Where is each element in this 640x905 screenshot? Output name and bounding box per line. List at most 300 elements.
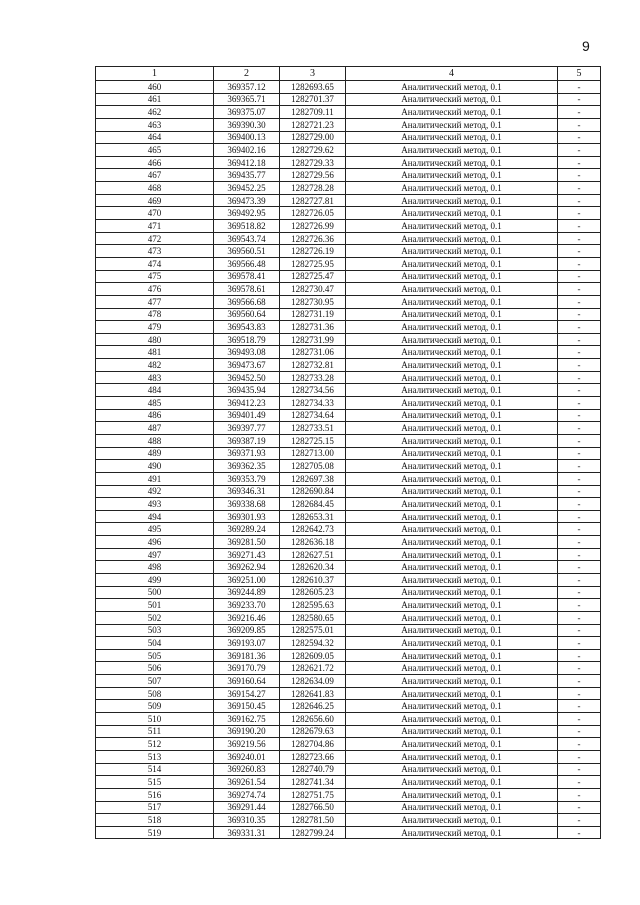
table-row	[96, 611, 601, 624]
note-cell: -	[558, 561, 601, 574]
point-number-cell: 501	[96, 599, 214, 612]
y-coordinate-cell: 1282751.75	[280, 788, 346, 801]
table-row	[96, 434, 601, 447]
note-cell: -	[558, 321, 601, 334]
point-number-cell: 463	[96, 118, 214, 131]
note-cell: -	[558, 295, 601, 308]
note-cell: -	[558, 194, 601, 207]
table-row	[96, 700, 601, 713]
table-row	[96, 182, 601, 195]
y-coordinate-cell: 1282729.33	[280, 156, 346, 169]
method-cell: Аналитический метод, 0.1	[346, 814, 558, 827]
point-number-cell: 497	[96, 548, 214, 561]
y-coordinate-cell: 1282642.73	[280, 523, 346, 536]
point-number-cell: 492	[96, 485, 214, 498]
x-coordinate-cell: 369216.46	[214, 611, 280, 624]
point-number-cell: 483	[96, 371, 214, 384]
point-number-cell: 480	[96, 333, 214, 346]
header-row	[96, 67, 601, 81]
point-number-cell: 504	[96, 637, 214, 650]
point-number-cell: 515	[96, 776, 214, 789]
x-coordinate-cell: 369162.75	[214, 713, 280, 726]
y-coordinate-cell: 1282733.28	[280, 371, 346, 384]
method-cell: Аналитический метод, 0.1	[346, 573, 558, 586]
y-coordinate-cell: 1282731.99	[280, 333, 346, 346]
note-cell: -	[558, 750, 601, 763]
table-header	[96, 67, 601, 81]
note-cell: -	[558, 624, 601, 637]
point-number-cell: 513	[96, 750, 214, 763]
y-coordinate-cell: 1282730.95	[280, 295, 346, 308]
point-number-cell: 514	[96, 763, 214, 776]
x-coordinate-cell: 369390.30	[214, 118, 280, 131]
method-cell: Аналитический метод, 0.1	[346, 750, 558, 763]
note-cell: -	[558, 523, 601, 536]
method-cell: Аналитический метод, 0.1	[346, 182, 558, 195]
note-cell: -	[558, 485, 601, 498]
table-row	[96, 93, 601, 106]
table-row	[96, 637, 601, 650]
note-cell: -	[558, 106, 601, 119]
table-row	[96, 333, 601, 346]
note-cell: -	[558, 81, 601, 94]
note-cell: -	[558, 422, 601, 435]
method-cell: Аналитический метод, 0.1	[346, 738, 558, 751]
table-row	[96, 460, 601, 473]
x-coordinate-cell: 369492.95	[214, 207, 280, 220]
method-cell: Аналитический метод, 0.1	[346, 131, 558, 144]
point-number-cell: 479	[96, 321, 214, 334]
y-coordinate-cell: 1282732.81	[280, 359, 346, 372]
table-row	[96, 573, 601, 586]
method-cell: Аналитический метод, 0.1	[346, 675, 558, 688]
x-coordinate-cell: 369435.77	[214, 169, 280, 182]
method-cell: Аналитический метод, 0.1	[346, 283, 558, 296]
method-cell: Аналитический метод, 0.1	[346, 106, 558, 119]
x-coordinate-cell: 369281.50	[214, 536, 280, 549]
x-coordinate-cell: 369154.27	[214, 687, 280, 700]
note-cell: -	[558, 611, 601, 624]
note-cell: -	[558, 144, 601, 157]
table-row	[96, 118, 601, 131]
note-cell: -	[558, 283, 601, 296]
point-number-cell: 507	[96, 675, 214, 688]
note-cell: -	[558, 245, 601, 258]
y-coordinate-cell: 1282731.06	[280, 346, 346, 359]
table-row	[96, 485, 601, 498]
x-coordinate-cell: 369435.94	[214, 384, 280, 397]
header-col-4: 4	[346, 67, 558, 81]
method-cell: Аналитический метод, 0.1	[346, 826, 558, 839]
table-row	[96, 624, 601, 637]
table-row	[96, 649, 601, 662]
note-cell: -	[558, 637, 601, 650]
y-coordinate-cell: 1282653.31	[280, 510, 346, 523]
point-number-cell: 464	[96, 131, 214, 144]
y-coordinate-cell: 1282609.05	[280, 649, 346, 662]
point-number-cell: 482	[96, 359, 214, 372]
x-coordinate-cell: 369301.93	[214, 510, 280, 523]
point-number-cell: 499	[96, 573, 214, 586]
point-number-cell: 474	[96, 257, 214, 270]
point-number-cell: 517	[96, 801, 214, 814]
note-cell: -	[558, 700, 601, 713]
point-number-cell: 473	[96, 245, 214, 258]
y-coordinate-cell: 1282679.63	[280, 725, 346, 738]
method-cell: Аналитический метод, 0.1	[346, 510, 558, 523]
y-coordinate-cell: 1282690.84	[280, 485, 346, 498]
note-cell: -	[558, 662, 601, 675]
x-coordinate-cell: 369473.67	[214, 359, 280, 372]
y-coordinate-cell: 1282605.23	[280, 586, 346, 599]
note-cell: -	[558, 713, 601, 726]
table-row	[96, 81, 601, 94]
table-row	[96, 523, 601, 536]
y-coordinate-cell: 1282729.56	[280, 169, 346, 182]
point-number-cell: 503	[96, 624, 214, 637]
x-coordinate-cell: 369331.31	[214, 826, 280, 839]
y-coordinate-cell: 1282701.37	[280, 93, 346, 106]
method-cell: Аналитический метод, 0.1	[346, 472, 558, 485]
y-coordinate-cell: 1282575.01	[280, 624, 346, 637]
x-coordinate-cell: 369338.68	[214, 498, 280, 511]
method-cell: Аналитический метод, 0.1	[346, 220, 558, 233]
x-coordinate-cell: 369233.70	[214, 599, 280, 612]
point-number-cell: 460	[96, 81, 214, 94]
y-coordinate-cell: 1282641.83	[280, 687, 346, 700]
y-coordinate-cell: 1282621.72	[280, 662, 346, 675]
table-row	[96, 801, 601, 814]
point-number-cell: 485	[96, 397, 214, 410]
point-number-cell: 470	[96, 207, 214, 220]
point-number-cell: 478	[96, 308, 214, 321]
x-coordinate-cell: 369401.49	[214, 409, 280, 422]
note-cell: -	[558, 409, 601, 422]
table-row	[96, 283, 601, 296]
note-cell: -	[558, 460, 601, 473]
x-coordinate-cell: 369387.19	[214, 434, 280, 447]
note-cell: -	[558, 763, 601, 776]
method-cell: Аналитический метод, 0.1	[346, 295, 558, 308]
method-cell: Аналитический метод, 0.1	[346, 232, 558, 245]
note-cell: -	[558, 232, 601, 245]
method-cell: Аналитический метод, 0.1	[346, 586, 558, 599]
y-coordinate-cell: 1282610.37	[280, 573, 346, 586]
y-coordinate-cell: 1282636.18	[280, 536, 346, 549]
point-number-cell: 468	[96, 182, 214, 195]
x-coordinate-cell: 369518.79	[214, 333, 280, 346]
method-cell: Аналитический метод, 0.1	[346, 725, 558, 738]
method-cell: Аналитический метод, 0.1	[346, 321, 558, 334]
table-row	[96, 144, 601, 157]
method-cell: Аналитический метод, 0.1	[346, 485, 558, 498]
table-row	[96, 257, 601, 270]
y-coordinate-cell: 1282627.51	[280, 548, 346, 561]
x-coordinate-cell: 369190.20	[214, 725, 280, 738]
note-cell: -	[558, 346, 601, 359]
point-number-cell: 465	[96, 144, 214, 157]
table-row	[96, 220, 601, 233]
method-cell: Аналитический метод, 0.1	[346, 257, 558, 270]
header-col-2: 2	[214, 67, 280, 81]
note-cell: -	[558, 801, 601, 814]
table-row	[96, 536, 601, 549]
table-row	[96, 599, 601, 612]
point-number-cell: 462	[96, 106, 214, 119]
y-coordinate-cell: 1282620.34	[280, 561, 346, 574]
x-coordinate-cell: 369412.23	[214, 397, 280, 410]
point-number-cell: 496	[96, 536, 214, 549]
x-coordinate-cell: 369362.35	[214, 460, 280, 473]
note-cell: -	[558, 510, 601, 523]
point-number-cell: 510	[96, 713, 214, 726]
y-coordinate-cell: 1282734.64	[280, 409, 346, 422]
x-coordinate-cell: 369260.83	[214, 763, 280, 776]
method-cell: Аналитический метод, 0.1	[346, 169, 558, 182]
method-cell: Аналитический метод, 0.1	[346, 599, 558, 612]
point-number-cell: 511	[96, 725, 214, 738]
note-cell: -	[558, 599, 601, 612]
method-cell: Аналитический метод, 0.1	[346, 687, 558, 700]
note-cell: -	[558, 725, 601, 738]
x-coordinate-cell: 369219.56	[214, 738, 280, 751]
x-coordinate-cell: 369543.74	[214, 232, 280, 245]
y-coordinate-cell: 1282709.11	[280, 106, 346, 119]
method-cell: Аналитический метод, 0.1	[346, 118, 558, 131]
method-cell: Аналитический метод, 0.1	[346, 561, 558, 574]
y-coordinate-cell: 1282697.38	[280, 472, 346, 485]
y-coordinate-cell: 1282704.86	[280, 738, 346, 751]
table-row	[96, 725, 601, 738]
page-number: 9	[582, 38, 590, 54]
table-row	[96, 270, 601, 283]
point-number-cell: 519	[96, 826, 214, 839]
method-cell: Аналитический метод, 0.1	[346, 397, 558, 410]
method-cell: Аналитический метод, 0.1	[346, 245, 558, 258]
note-cell: -	[558, 257, 601, 270]
x-coordinate-cell: 369452.25	[214, 182, 280, 195]
table-row	[96, 675, 601, 688]
table-row	[96, 232, 601, 245]
point-number-cell: 516	[96, 788, 214, 801]
y-coordinate-cell: 1282734.33	[280, 397, 346, 410]
y-coordinate-cell: 1282725.15	[280, 434, 346, 447]
note-cell: -	[558, 308, 601, 321]
point-number-cell: 488	[96, 434, 214, 447]
point-number-cell: 498	[96, 561, 214, 574]
method-cell: Аналитический метод, 0.1	[346, 359, 558, 372]
point-number-cell: 484	[96, 384, 214, 397]
table-row	[96, 106, 601, 119]
point-number-cell: 509	[96, 700, 214, 713]
x-coordinate-cell: 369346.31	[214, 485, 280, 498]
x-coordinate-cell: 369560.51	[214, 245, 280, 258]
point-number-cell: 508	[96, 687, 214, 700]
header-col-3: 3	[280, 67, 346, 81]
x-coordinate-cell: 369240.01	[214, 750, 280, 763]
point-number-cell: 491	[96, 472, 214, 485]
y-coordinate-cell: 1282730.47	[280, 283, 346, 296]
point-number-cell: 477	[96, 295, 214, 308]
x-coordinate-cell: 369271.43	[214, 548, 280, 561]
note-cell: -	[558, 384, 601, 397]
method-cell: Аналитический метод, 0.1	[346, 346, 558, 359]
y-coordinate-cell: 1282713.00	[280, 447, 346, 460]
x-coordinate-cell: 369150.45	[214, 700, 280, 713]
point-number-cell: 489	[96, 447, 214, 460]
x-coordinate-cell: 369181.36	[214, 649, 280, 662]
table-row	[96, 207, 601, 220]
y-coordinate-cell: 1282799.24	[280, 826, 346, 839]
x-coordinate-cell: 369375.07	[214, 106, 280, 119]
y-coordinate-cell: 1282741.34	[280, 776, 346, 789]
note-cell: -	[558, 333, 601, 346]
table-row	[96, 321, 601, 334]
method-cell: Аналитический метод, 0.1	[346, 788, 558, 801]
note-cell: -	[558, 118, 601, 131]
method-cell: Аналитический метод, 0.1	[346, 801, 558, 814]
point-number-cell: 502	[96, 611, 214, 624]
note-cell: -	[558, 826, 601, 839]
note-cell: -	[558, 814, 601, 827]
x-coordinate-cell: 369365.71	[214, 93, 280, 106]
table-row	[96, 788, 601, 801]
table-row	[96, 422, 601, 435]
x-coordinate-cell: 369244.89	[214, 586, 280, 599]
x-coordinate-cell: 369209.85	[214, 624, 280, 637]
method-cell: Аналитический метод, 0.1	[346, 371, 558, 384]
y-coordinate-cell: 1282726.05	[280, 207, 346, 220]
table-row	[96, 308, 601, 321]
method-cell: Аналитический метод, 0.1	[346, 308, 558, 321]
coordinates-table	[95, 66, 601, 839]
method-cell: Аналитический метод, 0.1	[346, 611, 558, 624]
note-cell: -	[558, 536, 601, 549]
x-coordinate-cell: 369251.00	[214, 573, 280, 586]
table-body	[96, 81, 601, 839]
y-coordinate-cell: 1282725.47	[280, 270, 346, 283]
x-coordinate-cell: 369397.77	[214, 422, 280, 435]
y-coordinate-cell: 1282634.09	[280, 675, 346, 688]
method-cell: Аналитический метод, 0.1	[346, 81, 558, 94]
table-row	[96, 826, 601, 839]
table-row	[96, 738, 601, 751]
method-cell: Аналитический метод, 0.1	[346, 156, 558, 169]
x-coordinate-cell: 369473.39	[214, 194, 280, 207]
point-number-cell: 500	[96, 586, 214, 599]
table-row	[96, 156, 601, 169]
note-cell: -	[558, 371, 601, 384]
x-coordinate-cell: 369578.61	[214, 283, 280, 296]
point-number-cell: 495	[96, 523, 214, 536]
table-row	[96, 750, 601, 763]
note-cell: -	[558, 776, 601, 789]
y-coordinate-cell: 1282726.36	[280, 232, 346, 245]
x-coordinate-cell: 369566.68	[214, 295, 280, 308]
note-cell: -	[558, 548, 601, 561]
note-cell: -	[558, 738, 601, 751]
table-row	[96, 397, 601, 410]
x-coordinate-cell: 369274.74	[214, 788, 280, 801]
method-cell: Аналитический метод, 0.1	[346, 144, 558, 157]
point-number-cell: 461	[96, 93, 214, 106]
table-row	[96, 510, 601, 523]
note-cell: -	[558, 359, 601, 372]
method-cell: Аналитический метод, 0.1	[346, 434, 558, 447]
note-cell: -	[558, 447, 601, 460]
note-cell: -	[558, 649, 601, 662]
note-cell: -	[558, 93, 601, 106]
method-cell: Аналитический метод, 0.1	[346, 649, 558, 662]
note-cell: -	[558, 586, 601, 599]
x-coordinate-cell: 369353.79	[214, 472, 280, 485]
method-cell: Аналитический метод, 0.1	[346, 523, 558, 536]
method-cell: Аналитический метод, 0.1	[346, 409, 558, 422]
method-cell: Аналитический метод, 0.1	[346, 536, 558, 549]
x-coordinate-cell: 369170.79	[214, 662, 280, 675]
x-coordinate-cell: 369543.83	[214, 321, 280, 334]
x-coordinate-cell: 369560.64	[214, 308, 280, 321]
y-coordinate-cell: 1282733.51	[280, 422, 346, 435]
method-cell: Аналитический метод, 0.1	[346, 422, 558, 435]
note-cell: -	[558, 434, 601, 447]
x-coordinate-cell: 369400.13	[214, 131, 280, 144]
y-coordinate-cell: 1282729.00	[280, 131, 346, 144]
table-row	[96, 447, 601, 460]
y-coordinate-cell: 1282728.28	[280, 182, 346, 195]
x-coordinate-cell: 369261.54	[214, 776, 280, 789]
x-coordinate-cell: 369357.12	[214, 81, 280, 94]
y-coordinate-cell: 1282726.99	[280, 220, 346, 233]
method-cell: Аналитический метод, 0.1	[346, 624, 558, 637]
y-coordinate-cell: 1282721.23	[280, 118, 346, 131]
y-coordinate-cell: 1282656.60	[280, 713, 346, 726]
note-cell: -	[558, 270, 601, 283]
table-row	[96, 169, 601, 182]
table-row	[96, 295, 601, 308]
note-cell: -	[558, 156, 601, 169]
method-cell: Аналитический метод, 0.1	[346, 700, 558, 713]
table-row	[96, 409, 601, 422]
method-cell: Аналитический метод, 0.1	[346, 93, 558, 106]
method-cell: Аналитический метод, 0.1	[346, 194, 558, 207]
method-cell: Аналитический метод, 0.1	[346, 333, 558, 346]
x-coordinate-cell: 369160.64	[214, 675, 280, 688]
y-coordinate-cell: 1282731.19	[280, 308, 346, 321]
y-coordinate-cell: 1282684.45	[280, 498, 346, 511]
table-row	[96, 814, 601, 827]
y-coordinate-cell: 1282729.62	[280, 144, 346, 157]
note-cell: -	[558, 573, 601, 586]
x-coordinate-cell: 369402.16	[214, 144, 280, 157]
note-cell: -	[558, 131, 601, 144]
table-row	[96, 371, 601, 384]
y-coordinate-cell: 1282693.65	[280, 81, 346, 94]
y-coordinate-cell: 1282646.25	[280, 700, 346, 713]
method-cell: Аналитический метод, 0.1	[346, 384, 558, 397]
y-coordinate-cell: 1282580.65	[280, 611, 346, 624]
x-coordinate-cell: 369578.41	[214, 270, 280, 283]
note-cell: -	[558, 207, 601, 220]
y-coordinate-cell: 1282725.95	[280, 257, 346, 270]
x-coordinate-cell: 369291.44	[214, 801, 280, 814]
note-cell: -	[558, 182, 601, 195]
x-coordinate-cell: 369452.50	[214, 371, 280, 384]
table-row	[96, 131, 601, 144]
point-number-cell: 476	[96, 283, 214, 296]
y-coordinate-cell: 1282595.63	[280, 599, 346, 612]
table-row	[96, 498, 601, 511]
